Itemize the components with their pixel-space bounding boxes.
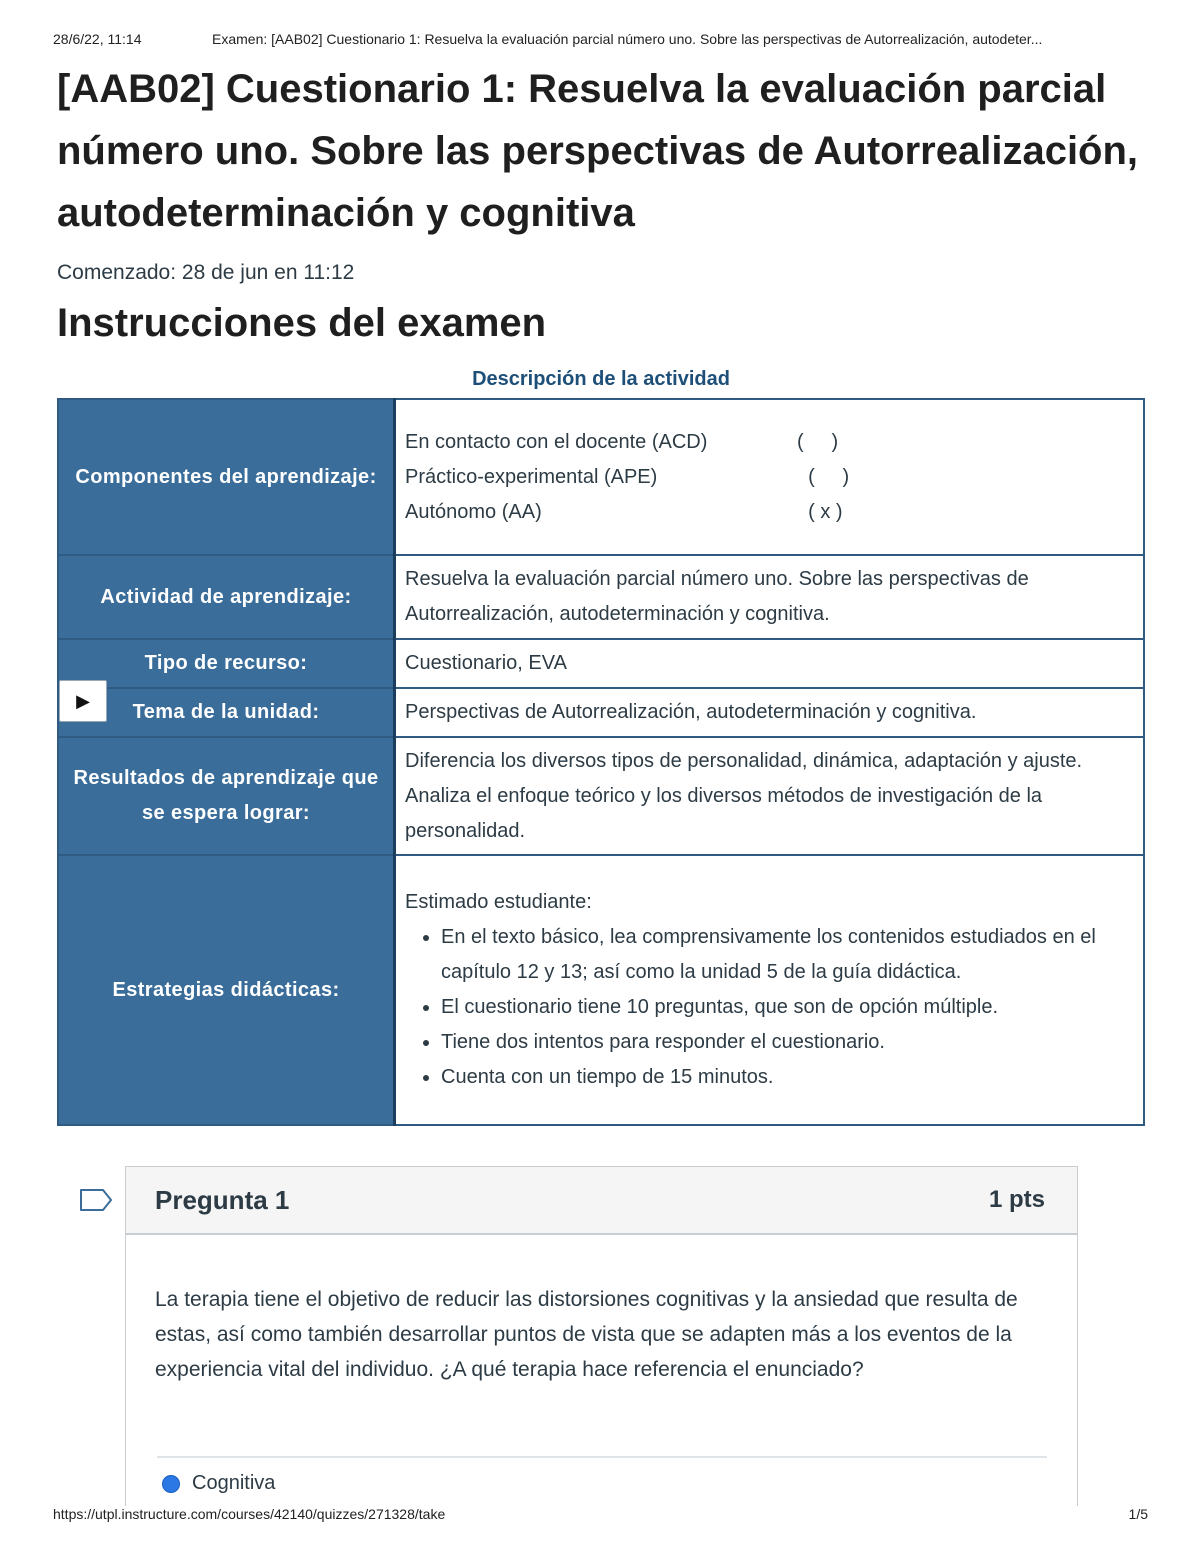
print-date: 28/6/22, 11:14 — [53, 31, 142, 47]
question-text: La terapia tiene el objetivo de reducir las distorsiones cognitivas y la ansiedad que resulta de estas, así como también desarrollar puntos de vista que se adapten más a los eventos de la experiencia vital del individuo. ¿A qué terapia hace referencia el enunciado? — [155, 1288, 1018, 1381]
component-mark: ( ) — [797, 465, 850, 488]
resource-header: Tipo de recurso: — [58, 639, 395, 688]
strategies-value — [395, 855, 1145, 1125]
answer-label: Cognitiva — [192, 1472, 276, 1494]
component-label: Autónomo (AA) — [405, 500, 542, 523]
page-url: https://utpl.instructure.com/courses/42140/quizzes/271328/take — [53, 1506, 446, 1522]
list-item: • Tiene dos intentos para responder el cuestionario. — [441, 1025, 1134, 1060]
started-timestamp: Comenzado: 28 de jun en 11:12 — [57, 261, 355, 284]
radio-selected-icon[interactable] — [162, 1475, 180, 1493]
list-item: • Cuenta con un tiempo de 15 minutos. — [441, 1060, 1134, 1095]
component-mark: ( x ) — [797, 500, 843, 523]
unit-topic-value: Perspectivas de Autorrealización, autodeterminación y cognitiva. — [395, 688, 1145, 737]
table-row-resource — [58, 639, 1144, 688]
component-line — [405, 425, 1134, 460]
question-header — [126, 1167, 1077, 1235]
table-row-outcomes — [58, 737, 1144, 855]
play-button[interactable] — [59, 680, 107, 722]
component-label: Práctico-experimental (APE) — [405, 465, 658, 488]
outcomes-value: Diferencia los diversos tipos de personalidad, dinámica, adaptación y ajuste. Analiza el enfoque teórico y los diversos métodos de investigación de la personalidad. — [395, 737, 1145, 855]
table-row-unit-topic — [58, 688, 1144, 737]
instructions-heading: Instrucciones del examen — [57, 301, 547, 345]
strategies-intro: Estimado estudiante: — [405, 891, 592, 913]
question-points: 1 pts — [988, 1186, 1045, 1213]
component-label: En contacto con el docente (ACD) — [405, 430, 708, 453]
answer-divider — [157, 1456, 1047, 1458]
activity-table-caption: Descripción de la actividad — [472, 368, 730, 390]
page-title: [AAB02] Cuestionario 1: Resuelva la evaluación parcial número uno. Sobre las perspectivas de Autorrealización, autodeterminación y cognitiva — [57, 67, 1139, 235]
outcomes-header: Resultados de aprendizaje que se espera lograr: — [58, 737, 395, 855]
unit-topic-header: Tema de la unidad: — [58, 688, 395, 737]
table-row-strategies — [58, 855, 1144, 1125]
component-line — [405, 495, 1134, 530]
answer-option[interactable] — [162, 1472, 275, 1495]
table-row-activity — [58, 555, 1144, 639]
question-title: Pregunta 1 — [155, 1184, 290, 1215]
resource-value: Cuestionario, EVA — [395, 639, 1145, 688]
list-item: • En el texto básico, lea comprensivamente los contenidos estudiados en el capítulo 12 y 13; así como la unidad 5 de la guía didáctica. — [441, 920, 1134, 990]
list-item: • El cuestionario tiene 10 preguntas, que son de opción múltiple. — [441, 990, 1134, 1025]
strategies-header: Estrategias didácticas: — [58, 855, 395, 1125]
components-value — [395, 399, 1145, 555]
table-row-components — [58, 399, 1144, 555]
question-card — [125, 1166, 1078, 1506]
components-header: Componentes del aprendizaje: — [58, 399, 395, 555]
component-mark: ( ) — [797, 430, 839, 453]
print-document-title: Examen: [AAB02] Cuestionario 1: Resuelva la evaluación parcial número uno. Sobre las perspectivas de Autorrealización, autodeter... — [212, 31, 1043, 47]
activity-header: Actividad de aprendizaje: — [58, 555, 395, 639]
activity-description-table — [57, 398, 1145, 1126]
play-icon: ▶ — [76, 690, 90, 711]
activity-value: Resuelva la evaluación parcial número uno. Sobre las perspectivas de Autorrealización, autodeterminación y cognitiva. — [395, 555, 1145, 639]
component-line — [405, 460, 1134, 495]
page-number: 1/5 — [1128, 1506, 1148, 1522]
flag-question-icon[interactable] — [79, 1188, 113, 1212]
strategies-list — [405, 920, 1134, 1095]
